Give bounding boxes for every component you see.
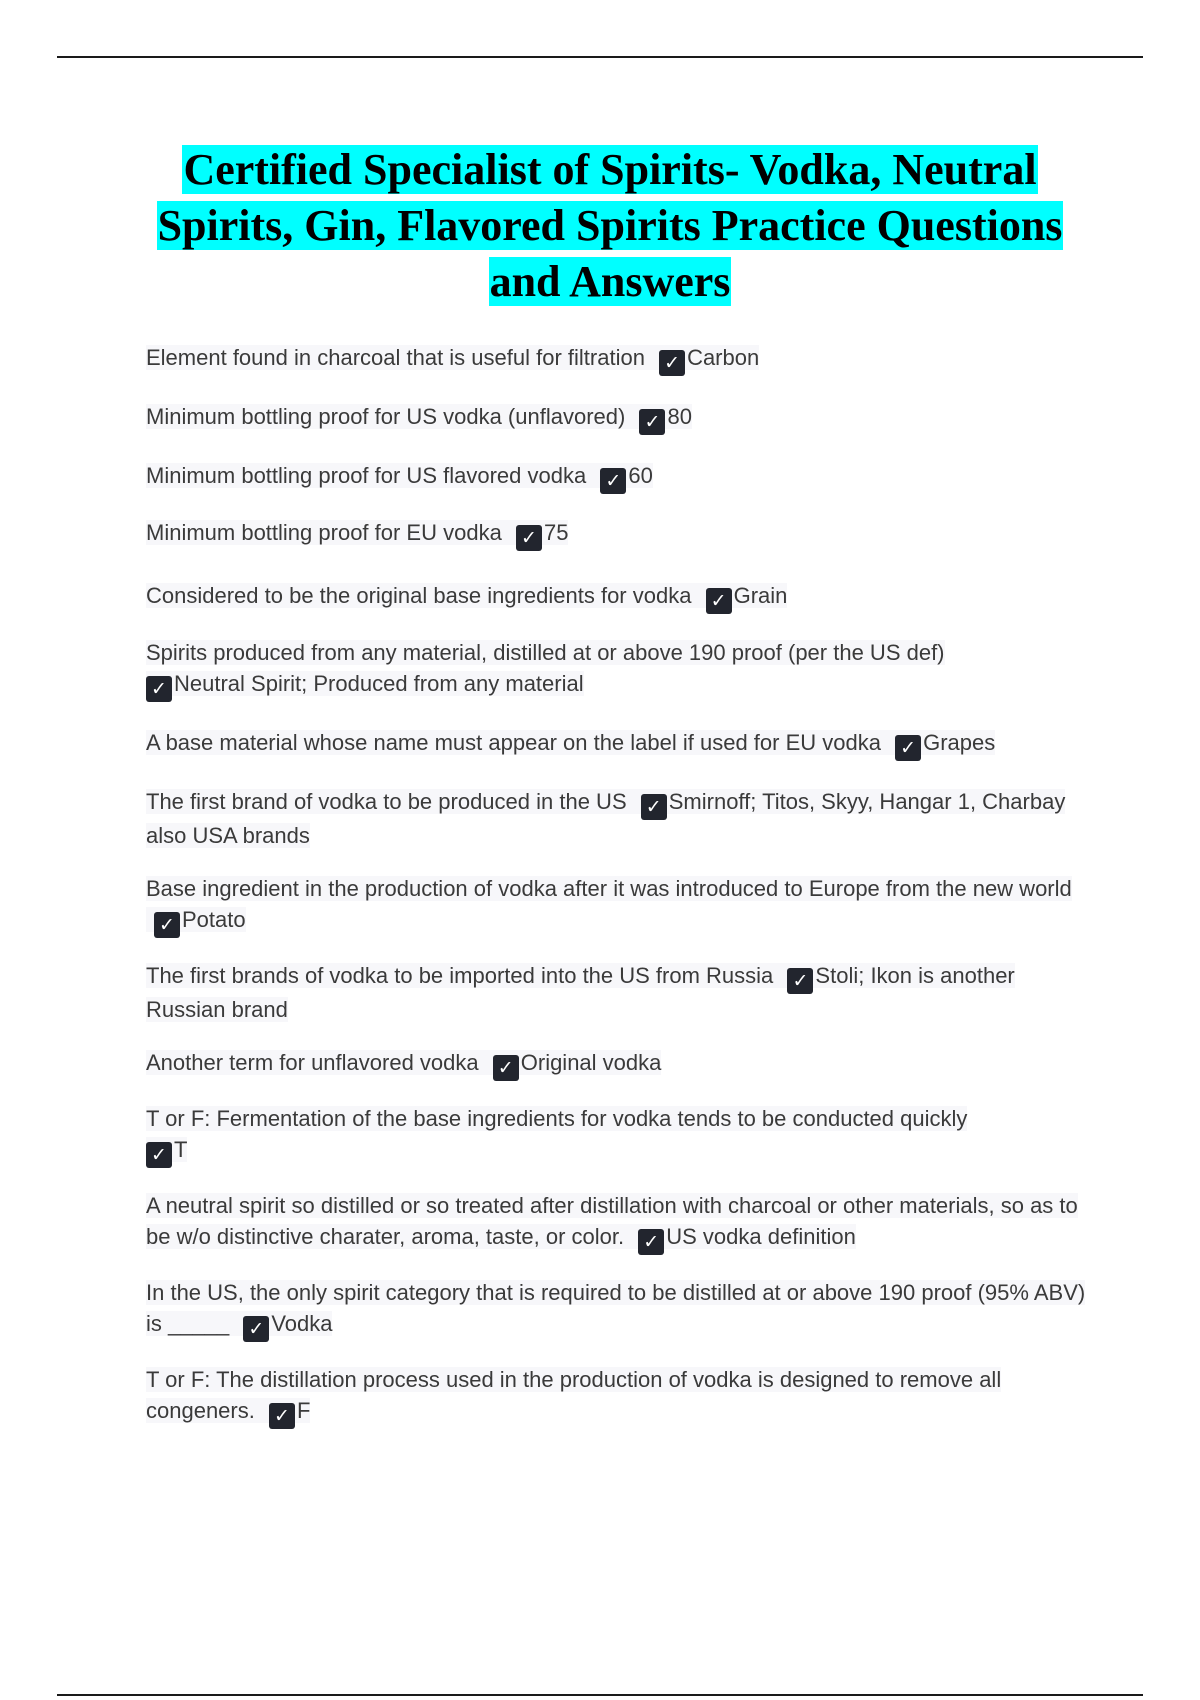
check-box-icon: ✓ bbox=[641, 794, 667, 820]
qa-answer: 60 bbox=[628, 463, 653, 488]
qa-item-5 bbox=[146, 580, 1091, 614]
check-box-icon: ✓ bbox=[659, 350, 685, 376]
qa-answer: Smirnoff; Titos, Skyy, Hangar 1, Charbay also USA brands bbox=[146, 789, 1066, 848]
check-box-icon: ✓ bbox=[516, 525, 542, 551]
qa-answer: Carbon bbox=[687, 345, 760, 370]
qa-question: Considered to be the original base ingredients for vodka bbox=[146, 583, 692, 608]
check-box-icon: ✓ bbox=[895, 735, 921, 761]
check-box-icon: ✓ bbox=[243, 1316, 269, 1342]
qa-question: Minimum bottling proof for US vodka (unflavored) bbox=[146, 404, 626, 429]
qa-answer: Stoli; Ikon is another Russian brand bbox=[146, 963, 1015, 1022]
header-rule bbox=[57, 56, 1143, 58]
qa-item-4 bbox=[146, 517, 1091, 551]
qa-item-1 bbox=[146, 342, 1091, 376]
qa-answer: Grain bbox=[733, 583, 788, 608]
qa-question: Minimum bottling proof for US flavored vodka bbox=[146, 463, 587, 488]
qa-answer: Original vodka bbox=[520, 1050, 662, 1075]
qa-question: Base ingredient in the production of vodka after it was introduced to Europe from the new world bbox=[146, 876, 1072, 901]
check-box-icon: ✓ bbox=[269, 1403, 295, 1429]
qa-answer: Neutral Spirit; Produced from any material bbox=[174, 671, 584, 696]
qa-item-10 bbox=[146, 960, 1091, 1025]
qa-question: Another term for unflavored vodka bbox=[146, 1050, 479, 1075]
check-box-icon: ✓ bbox=[146, 1142, 172, 1168]
page-title bbox=[130, 142, 1090, 310]
footer-rule bbox=[57, 1694, 1143, 1696]
qa-answer: Vodka bbox=[271, 1311, 333, 1336]
qa-question: T or F: The distillation process used in the production of vodka is designed to remove all congeners. bbox=[146, 1367, 1002, 1423]
qa-question: The first brand of vodka to be produced in the US bbox=[146, 789, 627, 814]
qa-answer: US vodka definition bbox=[666, 1224, 856, 1249]
qa-question: In the US, the only spirit category that is required to be distilled at or above 190 proof (95% ABV) is _____ bbox=[146, 1280, 1086, 1336]
check-box-icon: ✓ bbox=[706, 588, 732, 614]
qa-item-15 bbox=[146, 1364, 1091, 1429]
qa-item-14 bbox=[146, 1277, 1091, 1342]
qa-item-12 bbox=[146, 1103, 1091, 1168]
check-box-icon: ✓ bbox=[146, 676, 172, 702]
qa-item-13 bbox=[146, 1190, 1091, 1255]
check-box-icon: ✓ bbox=[154, 912, 180, 938]
qa-list bbox=[146, 342, 1091, 1429]
qa-question: Spirits produced from any material, distilled at or above 190 proof (per the US def) bbox=[146, 640, 945, 665]
qa-answer: Potato bbox=[182, 907, 246, 932]
qa-item-8 bbox=[146, 786, 1091, 851]
check-box-icon: ✓ bbox=[493, 1055, 519, 1081]
check-box-icon: ✓ bbox=[638, 1229, 664, 1255]
qa-question: A neutral spirit so distilled or so treated after distillation with charcoal or other materials, so as to be w/o distinctive charater, aroma, taste, or color. bbox=[146, 1193, 1078, 1249]
qa-question: Minimum bottling proof for EU vodka bbox=[146, 520, 502, 545]
qa-answer: 75 bbox=[543, 520, 569, 545]
qa-question: Element found in charcoal that is useful for filtration bbox=[146, 345, 645, 370]
check-box-icon: ✓ bbox=[600, 468, 626, 494]
qa-answer: F bbox=[296, 1398, 311, 1423]
qa-answer: 80 bbox=[667, 404, 692, 429]
qa-question: T or F: Fermentation of the base ingredients for vodka tends to be conducted quickly bbox=[146, 1106, 968, 1131]
page-title-text: Certified Specialist of Spirits- Vodka, Neutral Spirits, Gin, Flavored Spirits Practice Questions and Answers bbox=[157, 145, 1063, 306]
qa-item-11 bbox=[146, 1047, 1091, 1081]
qa-item-9 bbox=[146, 873, 1091, 938]
qa-answer: T bbox=[174, 1137, 188, 1162]
qa-answer: Grapes bbox=[923, 730, 996, 755]
qa-item-7 bbox=[146, 727, 1091, 761]
check-box-icon: ✓ bbox=[639, 409, 665, 435]
qa-question: The first brands of vodka to be imported into the US from Russia bbox=[146, 963, 774, 988]
qa-question: A base material whose name must appear on the label if used for EU vodka bbox=[146, 730, 881, 755]
check-box-icon: ✓ bbox=[787, 968, 813, 994]
qa-item-2 bbox=[146, 401, 1091, 435]
qa-item-3 bbox=[146, 460, 1091, 494]
qa-item-6 bbox=[146, 637, 1091, 702]
